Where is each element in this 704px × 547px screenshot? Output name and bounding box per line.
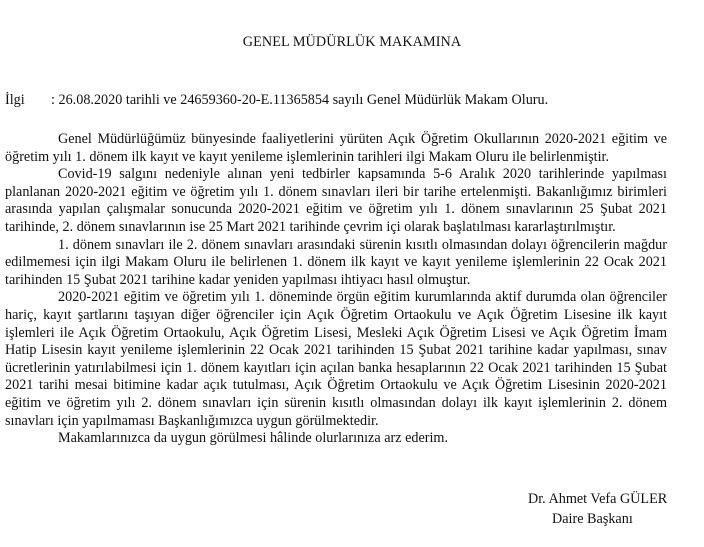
- reference-line: [5, 92, 548, 109]
- reference-text: : 26.08.2020 tarihli ve 24659360-20-E.11365854 sayılı Genel Müdürlük Makam Oluru.: [51, 92, 549, 108]
- paragraph-4: 2020-2021 eğitim ve öğretim yılı 1. döneminde örgün eğitim kurumlarında aktif durumda olan öğrenciler hariç, kayıt şartlarını taşıyan diğer öğrenciler için Açık Öğretim Ortaokulu ve Açık Öğretim Lisesine ilk kayıt işlemleri ile Açık Öğretim Ortaokulu, Açık Öğretim Lisesi, Mesleki Açık Öğretim Lisesi ve Açık Öğretim İmam Hatip Lisesin kayıt yenileme işlemlerinin 22 Ocak 2021 tarihinden 15 Şubat 2021 tarihine kadar yapılması, sınav ücretlerinin yatırılabilmesi için 1. dönem kayıtları için açılan banka hesaplarının 22 Ocak 2021 tarihinden 15 Şubat 2021 tarihi mesai bitimine kadar açık tutulması, Açık Öğretim Ortaokulu ve Açık Öğretim Lisesinin 2020-2021 eğitim ve öğretim yılı 2. dönem sınavları için sürenin kısıtlı olmasından dolayı ilk kayıt işlemlerinin 2. dönem sınavları için yapılmaması Başkanlığımızca uygun görülmektedir.: [5, 289, 667, 429]
- signatory-name: Dr. Ahmet Vefa GÜLER: [528, 491, 668, 507]
- paragraph-2: Covid-19 salgını nedeniyle alınan yeni tedbirler kapsamında 5-6 Aralık 2020 tarihlerinde yapılması planlanan 2020-2021 eğitim ve öğretim yılı 1. dönem sınavları ileri bir tarihe ertelenmişti. Bakanlığımız birimleri arasında yapılan çalışmalar sonucunda 2020-2021 eğitim ve öğretim yılı 1. dönem sınavlarının 25 Şubat 2021 tarihinde, 2. dönem sınavlarının ise 25 Mart 2021 tarihinde çevrim içi olarak başlatılması kararlaştırılmıştır.: [5, 166, 667, 235]
- document-title: GENEL MÜDÜRLÜK MAKAMINA: [242, 34, 462, 50]
- reference-label: İlgi: [5, 92, 25, 108]
- paragraph-3: 1. dönem sınavları ile 2. dönem sınavları arasındaki sürenin kısıtlı olmasından dolayı öğrencilerin mağdur edilmemesi için ilgi Makam Oluru ile belirlenen 1. dönem ilk kayıt ve kayıt yenileme işlemlerinin 22 Ocak 2021 tarihinden 15 Şubat 2021 tarihine kadar yeniden yapılması ihtiyacı hasıl olmuştur.: [5, 236, 667, 288]
- paragraph-1: Genel Müdürlüğümüz bünyesinde faaliyetlerini yürüten Açık Öğretim Okullarının 2020-2021 eğitim ve öğretim yılı 1. dönem ilk kayıt ve kayıt yenileme işlemlerinin tarihleri ilgi Makam Oluru ile belirlenmiştir.: [5, 131, 667, 165]
- signatory-role: Daire Başkanı: [552, 511, 633, 527]
- paragraph-closing: Makamlarınızca da uygun görülmesi hâlinde olurlarınıza arz ederim.: [58, 430, 449, 447]
- document-body: [5, 131, 667, 448]
- signature-block: [528, 489, 667, 529]
